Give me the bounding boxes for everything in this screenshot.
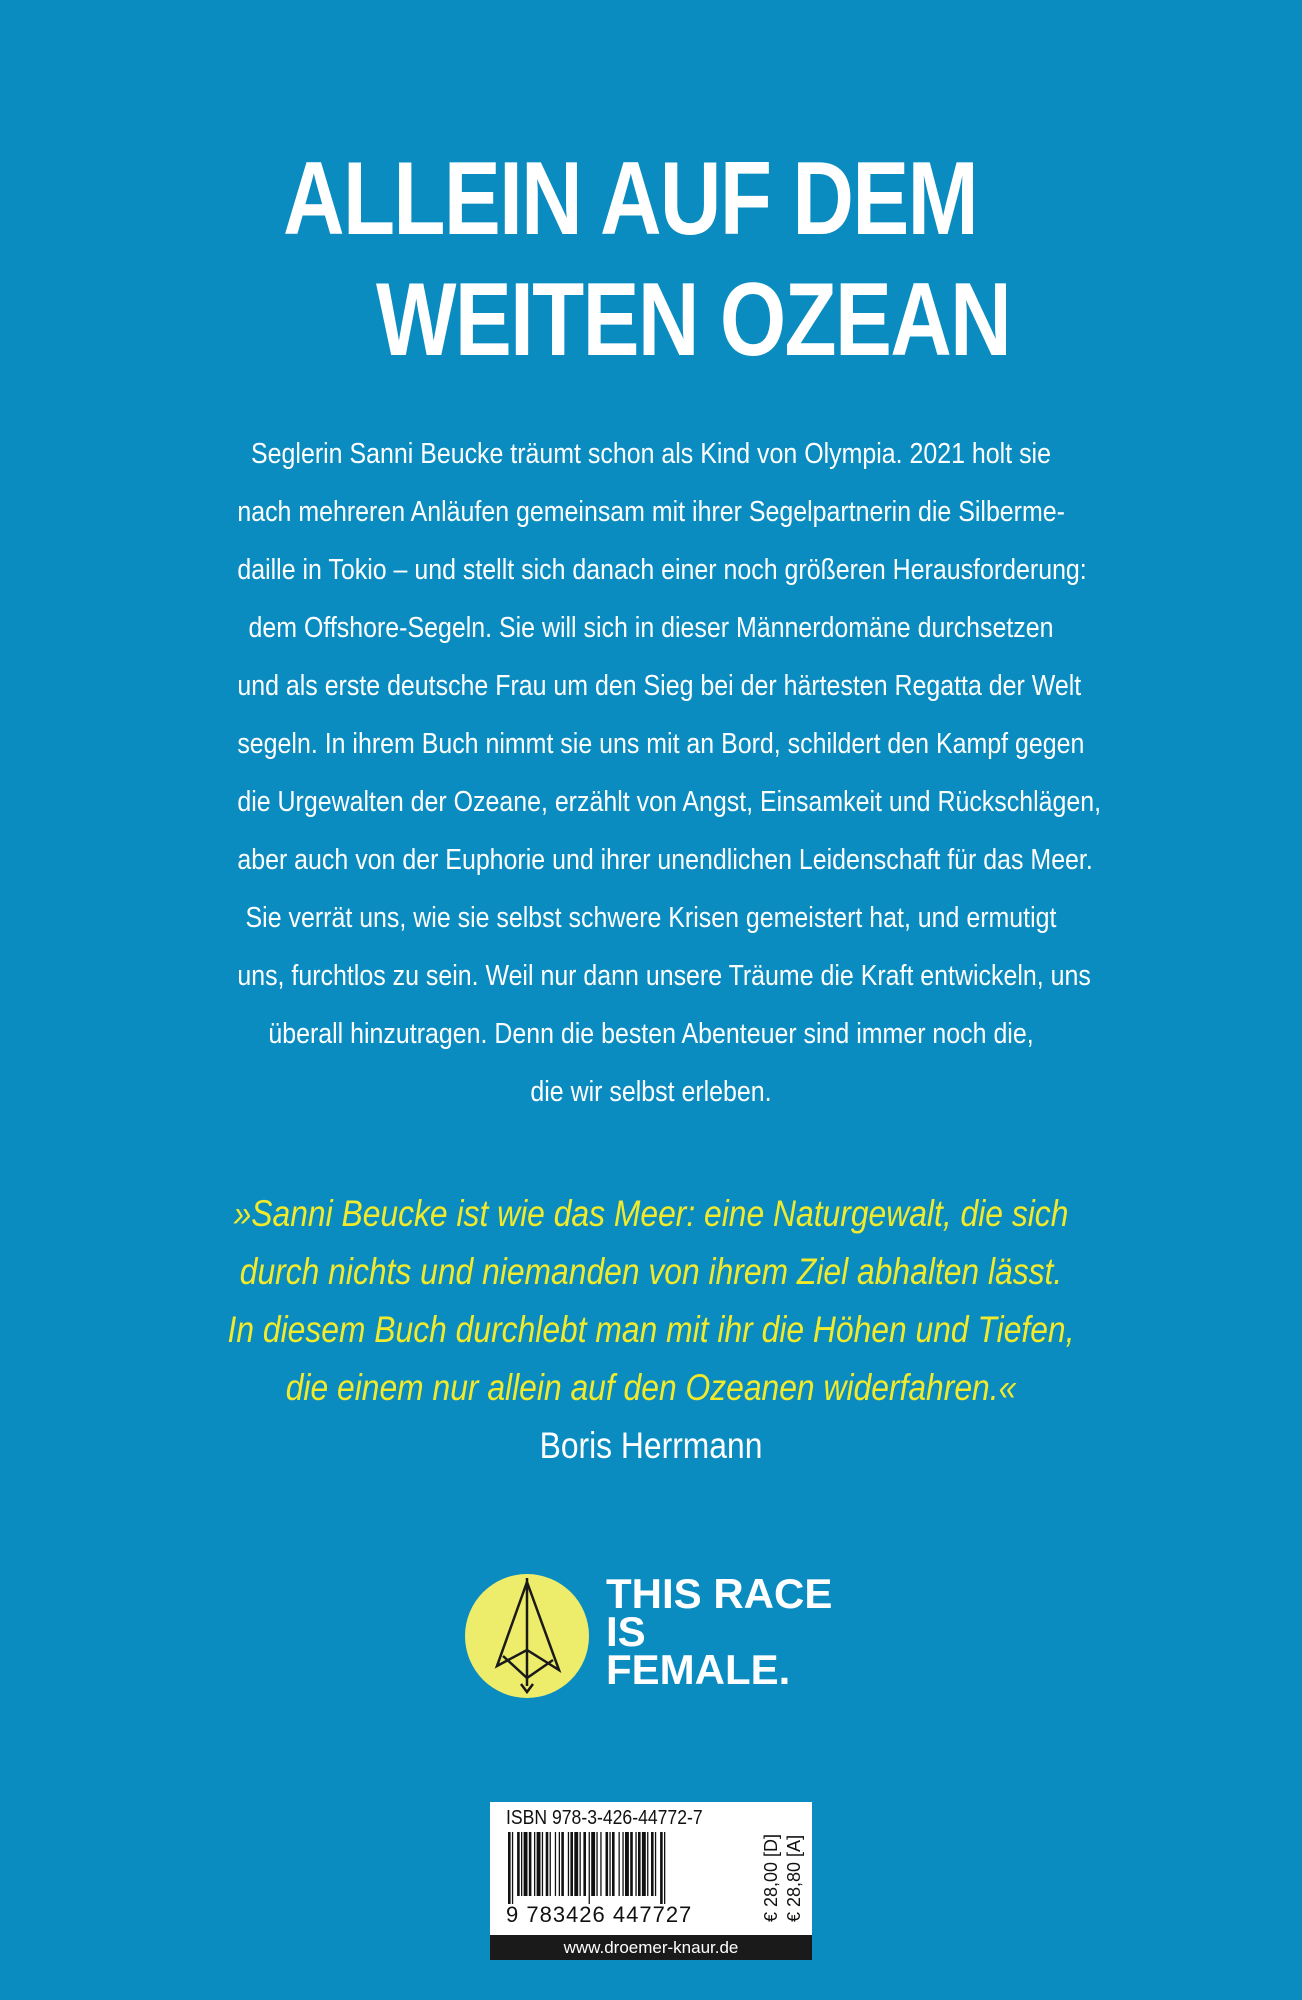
blurb-line: und als erste deutsche Frau um den Sieg bei der härtesten Regatta der Welt xyxy=(237,670,1082,702)
blurb-line: Sie verrät uns, wie sie selbst schwere Krisen gemeistert hat, und ermutigt xyxy=(245,902,1057,934)
quote-line: »Sanni Beucke ist wie das Meer: eine Naturgewalt, die sich xyxy=(233,1193,1069,1234)
quote-line: die einem nur allein auf den Ozeanen widerfahren.« xyxy=(285,1367,1017,1408)
badge-line-2: IS xyxy=(606,1608,646,1655)
badge-line-1: THIS RACE xyxy=(606,1570,833,1617)
blurb-line: uns, furchtlos zu sein. Weil nur dann unsere Träume die Kraft entwickeln, uns xyxy=(237,960,1091,992)
blurb-line: überall hinzutragen. Denn die besten Abenteuer sind immer noch die, xyxy=(268,1018,1034,1050)
blurb-line: die Urgewalten der Ozeane, erzählt von Angst, Einsamkeit und Rückschlägen, xyxy=(237,786,1102,818)
quote-line: In diesem Buch durchlebt man mit ihr die Höhen und Tiefen, xyxy=(227,1309,1075,1350)
blurb-line: die wir selbst erleben. xyxy=(530,1076,772,1108)
quote-author: Boris Herrmann xyxy=(539,1425,763,1466)
price-austria: € 28,80 [A] xyxy=(784,1834,804,1922)
quote-line: durch nichts und niemanden von ihrem Ziel abhalten lässt. xyxy=(239,1251,1063,1292)
blurb-line: Seglerin Sanni Beucke träumt schon als Kind von Olympia. 2021 holt sie xyxy=(251,438,1051,470)
isbn-label: ISBN 978-3-426-44772-7 xyxy=(506,1807,703,1829)
headline-line-1: ALLEIN AUF DEM xyxy=(283,141,977,257)
publisher-url: www.droemer-knaur.de xyxy=(490,1935,812,1960)
badge-line-3: FEMALE. xyxy=(606,1646,791,1693)
barcode-icon xyxy=(504,1832,754,1904)
badge-text xyxy=(606,1570,833,1693)
blurb-line: dem Offshore-Segeln. Sie will sich in dieser Männerdomäne durchsetzen xyxy=(248,612,1054,644)
barcode-box xyxy=(490,1802,812,1960)
blurb-line: aber auch von der Euphorie und ihrer unendlichen Leidenschaft für das Meer. xyxy=(237,844,1093,876)
testimonial-quote xyxy=(150,1185,1152,1475)
price-germany: € 28,00 [D] xyxy=(761,1833,781,1922)
headline-line-2: WEITEN OZEAN xyxy=(376,262,1011,378)
blurb-line: nach mehreren Anläufen gemeinsam mit ihrer Segelpartnerin die Silberme- xyxy=(237,496,1065,528)
blurb-text xyxy=(170,425,1132,1121)
barcode-digits: 9 783426 447727 xyxy=(506,1902,693,1927)
blurb-line: daille in Tokio – und stellt sich danach einer noch größeren Herausforderung: xyxy=(237,554,1087,586)
blurb-line: segeln. In ihrem Buch nimmt sie uns mit an Bord, schildert den Kampf gegen xyxy=(237,728,1085,760)
sailboat-icon xyxy=(465,1566,590,1706)
